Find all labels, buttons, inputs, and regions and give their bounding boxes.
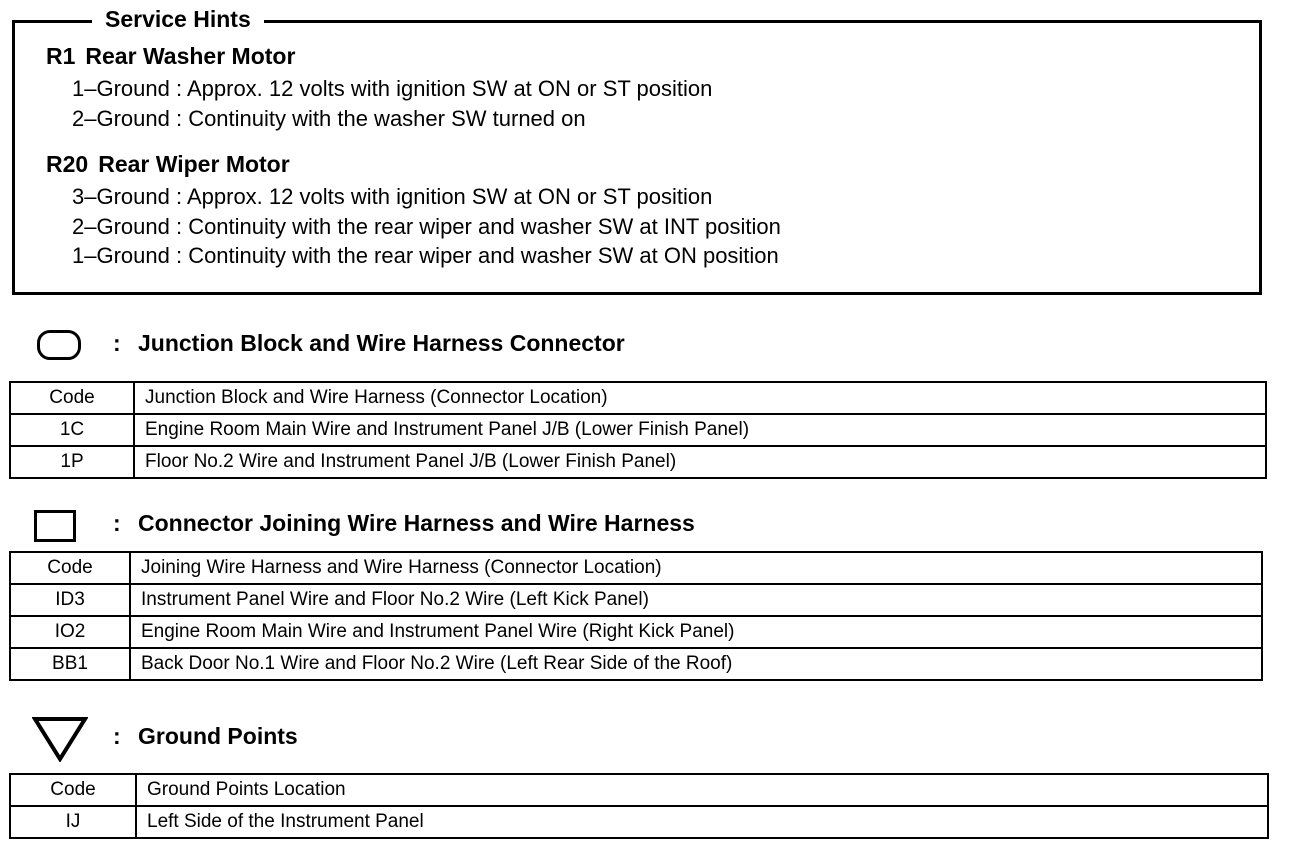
header-location: Junction Block and Wire Harness (Connector Location) (134, 382, 1266, 414)
legend-colon: : (113, 330, 121, 356)
hint-line: 2–Ground : Continuity with the washer SW turned on (72, 106, 586, 131)
row-code: IO2 (10, 616, 130, 648)
row-location: Engine Room Main Wire and Instrument Panel J/B (Lower Finish Panel) (134, 414, 1266, 446)
table-header-row (10, 552, 1262, 584)
table-row (10, 584, 1262, 616)
hint-line: 1–Ground : Continuity with the rear wiper and washer SW at ON position (72, 243, 779, 268)
row-code: ID3 (10, 584, 130, 616)
legend-colon: : (113, 510, 121, 536)
header-code: Code (10, 774, 136, 806)
hint-heading-r1 (46, 42, 295, 70)
header-code: Code (10, 552, 130, 584)
row-location: Left Side of the Instrument Panel (136, 806, 1268, 838)
junction-table (9, 381, 1267, 479)
junction-legend-title: Junction Block and Wire Harness Connector (138, 330, 625, 356)
hint-code: R20 (46, 151, 89, 177)
rounded-rectangle-icon (37, 330, 81, 360)
row-code: 1P (10, 446, 134, 478)
table-header-row (10, 774, 1268, 806)
joining-legend (0, 507, 1300, 547)
ground-legend-title: Ground Points (138, 723, 298, 749)
row-code: 1C (10, 414, 134, 446)
table-row (10, 446, 1266, 478)
joining-table (9, 551, 1263, 681)
table-header-row (10, 382, 1266, 414)
triangle-down-icon (32, 716, 88, 762)
hint-component: Rear Washer Motor (85, 43, 296, 69)
row-location: Engine Room Main Wire and Instrument Panel Wire (Right Kick Panel) (130, 616, 1262, 648)
legend-colon: : (113, 723, 121, 749)
hint-line: 3–Ground : Approx. 12 volts with ignition SW at ON or ST position (72, 184, 713, 209)
header-location: Joining Wire Harness and Wire Harness (Connector Location) (130, 552, 1262, 584)
row-location: Floor No.2 Wire and Instrument Panel J/B (Lower Finish Panel) (134, 446, 1266, 478)
rectangle-icon (34, 510, 76, 542)
header-code: Code (10, 382, 134, 414)
header-location: Ground Points Location (136, 774, 1268, 806)
ground-table (9, 773, 1269, 839)
hint-line: 2–Ground : Continuity with the rear wiper and washer SW at INT position (72, 214, 781, 239)
table-row (10, 648, 1262, 680)
row-location: Instrument Panel Wire and Floor No.2 Wire (Left Kick Panel) (130, 584, 1262, 616)
table-row (10, 616, 1262, 648)
hint-heading-r20 (46, 150, 290, 178)
hint-code: R1 (46, 43, 76, 69)
row-code: BB1 (10, 648, 130, 680)
row-location: Back Door No.1 Wire and Floor No.2 Wire (Left Rear Side of the Roof) (130, 648, 1262, 680)
hint-line: 1–Ground : Approx. 12 volts with ignition SW at ON or ST position (72, 76, 713, 101)
hint-component: Rear Wiper Motor (98, 151, 290, 177)
joining-legend-title: Connector Joining Wire Harness and Wire Harness (138, 510, 695, 536)
ground-legend (0, 716, 1300, 756)
service-hints-title: Service Hints (92, 5, 264, 33)
table-row (10, 414, 1266, 446)
table-row (10, 806, 1268, 838)
junction-legend (0, 327, 1300, 367)
row-code: IJ (10, 806, 136, 838)
